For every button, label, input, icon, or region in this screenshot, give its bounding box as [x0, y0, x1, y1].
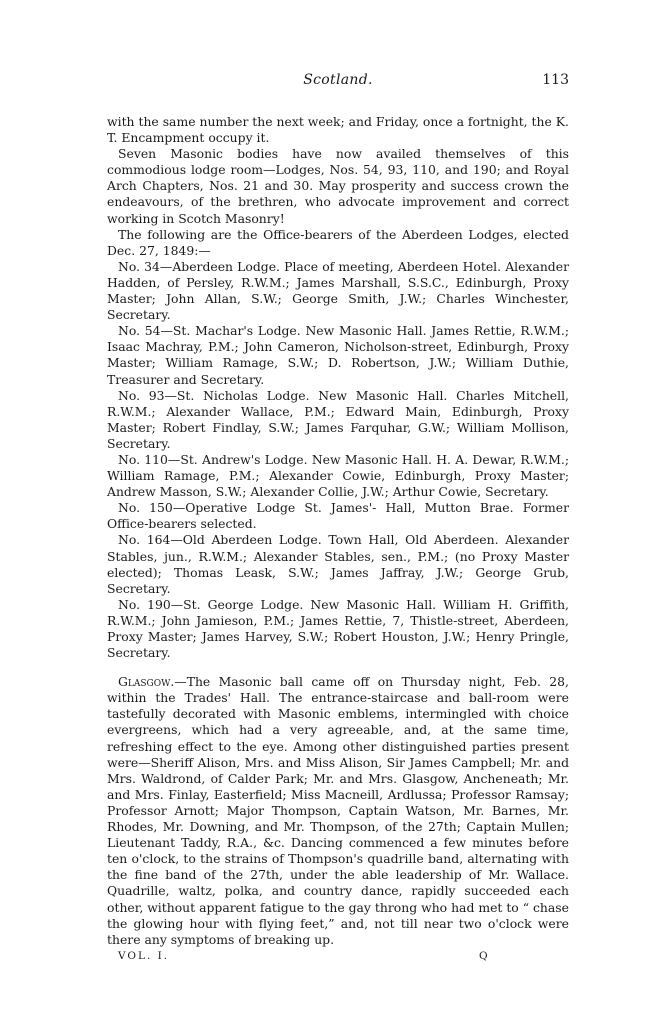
- lodge-entry-150: No. 150—Operative Lodge St. James'- Hall, Mutton Brae. Former Office-bearers selected.: [107, 500, 569, 532]
- running-head: [107, 72, 569, 94]
- page-footer: [107, 950, 569, 968]
- paragraph-glasgow-ball: [107, 674, 569, 948]
- lodge-entry-54: No. 54—St. Machar's Lodge. New Masonic Hall. James Rettie, R.W.M.; Isaac Machray, P.M.; John Cameron, Nicholson-street, Edinburgh, Proxy Master; William Ramage, S.W.; D. Robertson, J.W.; William Duthie, Treasurer and Secretary.: [107, 323, 569, 387]
- paragraph-encampment: with the same number the next week; and Friday, once a fortnight, the K. T. Encampment occupy it.: [107, 114, 569, 146]
- paragraph-masonic-bodies: Seven Masonic bodies have now availed themselves of this commodious lodge room—Lodges, Nos. 54, 93, 110, and 190; and Royal Arch Chapters, Nos. 21 and 30. May prosperity and success crown the endeavours, of the brethren, who advocate improvement and correct working in Scotch Masonry!: [107, 146, 569, 226]
- running-title: Scotland.: [303, 72, 373, 88]
- lodge-entry-93: No. 93—St. Nicholas Lodge. New Masonic Hall. Charles Mitchell, R.W.M.; Alexander Wallace, P.M.; Edward Main, Edinburgh, Proxy Master; Robert Findlay, S.W.; James Farquhar, G.W.; William Mollison, Secretary.: [107, 387, 569, 451]
- lodge-entry-34: No. 34—Aberdeen Lodge. Place of meeting, Aberdeen Hotel. Alexander Hadden, of Persley, R.W.M.; James Marshall, S.S.C., Edinburgh, Proxy Master; John Allan, S.W.; George Smith, J.W.; Charles Winchester, Secretary.: [107, 258, 569, 323]
- glasgow-lead: Glasgow.: [118, 674, 175, 690]
- body-text: [107, 114, 569, 948]
- paragraph-office-bearers-intro: The following are the Office-bearers of the Aberdeen Lodges, elected Dec. 27, 1849:—: [107, 226, 569, 258]
- signature-mark: Q: [479, 949, 488, 962]
- glasgow-text: —The Masonic ball came off on Thursday night, Feb. 28, within the Trades' Hall. The entrance-staircase and ball-room were tastefully decorated with Masonic emblems, intermingled with choice evergreens, which had a very agreeable, and, at the same time, refreshing effect to the eye. Among other distinguished parties present were—Sheriff Alison, Mrs. and Miss Alison, Sir James Campbell; Mr. and Mrs. Waldrond, of Calder Park; Mr. and Mrs. Glasgow, Ancheneath; Mr. and Mrs. Finlay, Easterfield; Miss Macneill, Ardlussa; Professor Ramsay; Professor Arnott; Major Thompson, Captain Watson, Mr. Barnes, Mr. Rhodes, Mr. Downing, and Mr. Thompson, of the 27th; Captain Mullen; Lieutenant Taddy, R.A., &c. Dancing commenced a few minutes before ten o'clock, to the strains of Thompson's quadrille band, alternating with the fine band of the 27th, under the able leadership of Mr. Wallace. Quadrille, waltz, polka, and country dance, rapidly succeeded each other, without apparent fatigue to the gay throng who had met to “ chase the glowing hour with flying feet,” and, not till near two o'clock were there any symptoms of breaking up.: [107, 674, 569, 947]
- lodge-entry-164: No. 164—Old Aberdeen Lodge. Town Hall, Old Aberdeen. Alexander Stables, jun., R.W.M.; Alexander Stables, sen., P.M.; (no Proxy Master elected); Thomas Leask, S.W.; James Jaffray, J.W.; George Grub, Secretary.: [107, 532, 569, 596]
- volume-mark: VOL. I.: [118, 949, 170, 962]
- document-page: [107, 72, 569, 968]
- lodge-entry-110: No. 110—St. Andrew's Lodge. New Masonic Hall. H. A. Dewar, R.W.M.; William Ramage, P.M.; Alexander Cowie, Edinburgh, Proxy Master; Andrew Masson, S.W.; Alexander Collie, J.W.; Arthur Cowie, Secretary.: [107, 451, 569, 500]
- lodge-entry-190: No. 190—St. George Lodge. New Masonic Hall. William H. Griffith, R.W.M.; John Jamieson, P.M.; James Rettie, 7, Thistle-street, Aberdeen, Proxy Master; James Harvey, S.W.; Robert Houston, J.W.; Henry Pringle, Secretary.: [107, 596, 569, 661]
- page-number: 113: [542, 72, 569, 88]
